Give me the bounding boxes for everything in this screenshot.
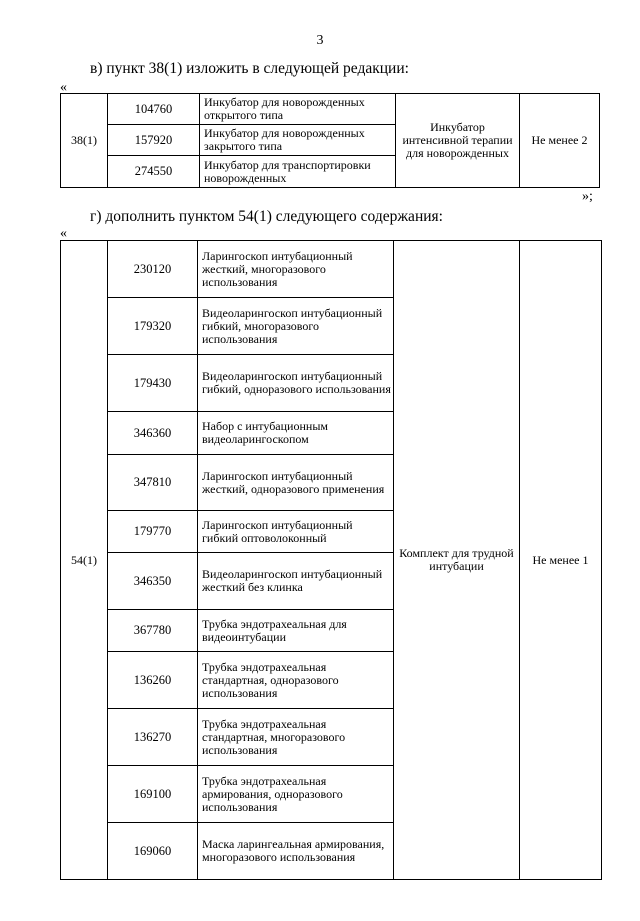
item-code: 136270 [108,709,198,766]
quantity-cell: Не менее 2 [520,94,600,188]
section-v-close-quote: »; [582,189,593,204]
group-name-cell: Инкубатор интенсивной терапии для новорожденных [396,94,520,188]
section-v-heading: в) пункт 38(1) изложить в следующей редакции: [90,60,409,77]
item-name: Ларингоскоп интубационный гибкий оптоволоконный [198,511,394,553]
item-name: Трубка эндотрахеальная для видеоинтубации [198,610,394,652]
item-name: Инкубатор для транспортировки новорожденных [200,156,396,188]
item-name: Набор с интубационным видеоларингоскопом [198,412,394,455]
item-code: 179430 [108,355,198,412]
item-name: Инкубатор для новорожденных открытого типа [200,94,396,125]
item-code: 230120 [108,241,198,298]
page-number: 3 [316,33,324,48]
item-name: Ларингоскоп интубационный жесткий, многоразового использования [198,241,394,298]
table-54-1 [60,240,602,880]
item-code: 169060 [108,823,198,880]
item-code: 346350 [108,553,198,610]
section-g-heading: г) дополнить пунктом 54(1) следующего содержания: [90,208,443,225]
item-code: 136260 [108,652,198,709]
item-name: Видеоларингоскоп интубационный жесткий без клинка [198,553,394,610]
quantity-cell: Не менее 1 [520,241,602,880]
item-name: Видеоларингоскоп интубационный гибкий, многоразового использования [198,298,394,355]
section-g-open-quote: « [60,226,67,241]
row-number-cell: 54(1) [61,241,108,880]
section-v-open-quote: « [60,80,67,95]
item-code: 346360 [108,412,198,455]
item-code: 179770 [108,511,198,553]
item-code: 274550 [108,156,200,188]
table-38-1 [60,93,600,188]
item-name: Трубка эндотрахеальная стандартная, многоразового использования [198,709,394,766]
item-code: 104760 [108,94,200,125]
group-name-cell: Комплект для трудной интубации [394,241,520,880]
item-code: 157920 [108,125,200,156]
item-name: Маска ларингеальная армирования, многоразового использования [198,823,394,880]
item-code: 169100 [108,766,198,823]
item-code: 179320 [108,298,198,355]
item-name: Трубка эндотрахеальная армирования, одноразового использования [198,766,394,823]
item-code: 367780 [108,610,198,652]
table-row [61,94,600,125]
item-name: Ларингоскоп интубационный жесткий, одноразового применения [198,455,394,511]
item-name: Трубка эндотрахеальная стандартная, одноразового использования [198,652,394,709]
item-name: Видеоларингоскоп интубационный гибкий, одноразового использования [198,355,394,412]
row-number-cell: 38(1) [61,94,108,188]
item-code: 347810 [108,455,198,511]
item-name: Инкубатор для новорожденных закрытого типа [200,125,396,156]
table-row [61,241,602,298]
